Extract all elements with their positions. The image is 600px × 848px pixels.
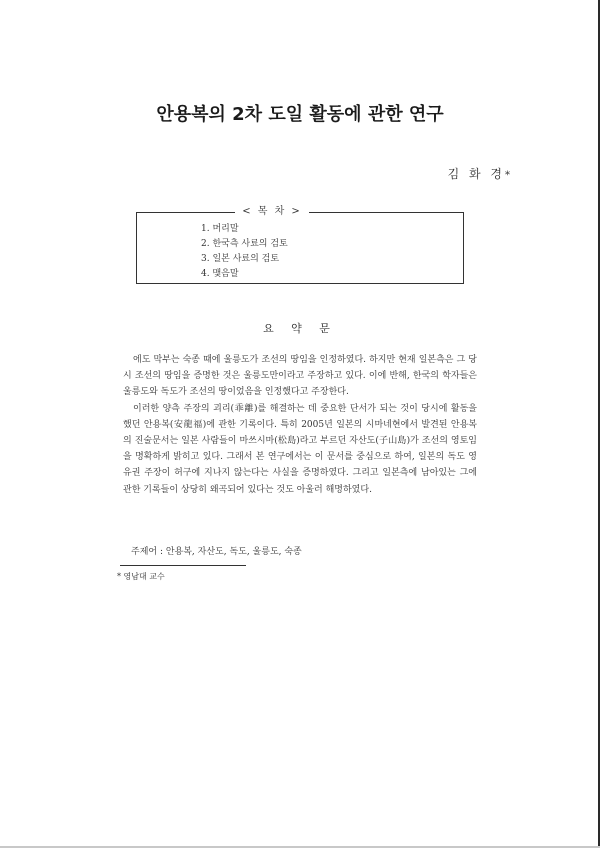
toc-top-rule-left: [137, 212, 235, 213]
paper-title: 안용복의 2차 도일 활동에 관한 연구: [156, 104, 444, 125]
author-footnote-mark: *: [505, 170, 510, 181]
author-affiliation-footnote: * 영남대 교수: [117, 572, 165, 581]
footnote-divider: [120, 565, 246, 566]
keywords: 주제어 : 안용복, 자산도, 독도, 울릉도, 숙종: [131, 547, 302, 557]
toc-item: 4. 맺음말: [201, 269, 239, 279]
abstract-paragraph: 이러한 양측 주장의 괴리(乖離)를 해결하는 데 중요한 단서가 되는 것이 당시에 활동을 했던 안용복(安龍福)에 관한 기록이다. 특히 2005년 일본의 시마네현에서 발견된 안용복의 진술문서는 일본 사람들이 마쓰시마(松島)라고 부르던 자산도(子山島)가 조선의 영토임을 명확하게 밝히고 있다. 그래서 본 연구에서는 이 문서를 중심으로 하여, 일본의 독도 영유권 주장이 허구에 지나지 않는다는 사실을 증명하였다. 그리고 일본측에 남아있는 그에 관한 기록들이 상당히 왜곡되어 있다는 것도 아울러 해명하였다.: [123, 403, 477, 495]
toc-top-rule-right: [307, 212, 463, 213]
abstract-title: 요 약 문: [263, 322, 337, 335]
author-name: [448, 165, 510, 182]
table-of-contents: [136, 206, 464, 284]
abstract-body: [123, 352, 477, 498]
toc-list: [201, 222, 288, 282]
toc-heading: < 목 차 >: [235, 205, 309, 219]
toc-item: 3. 일본 사료의 검토: [201, 254, 280, 264]
author-name-text: 김 화 경: [447, 167, 505, 181]
toc-item: 2. 한국측 사료의 검토: [201, 239, 288, 249]
toc-item: 1. 머리말: [201, 224, 239, 234]
abstract-paragraph: 에도 막부는 숙종 때에 울릉도가 조선의 땅임을 인정하였다. 하지만 현재 일본측은 그 당시 조선의 땅임을 증명한 것은 울릉도만이라고 주장하고 있다. 이에 반해, 한국의 학자들은 울릉도와 독도가 조선의 땅이었음을 인정했다고 주장한다.: [123, 355, 477, 398]
